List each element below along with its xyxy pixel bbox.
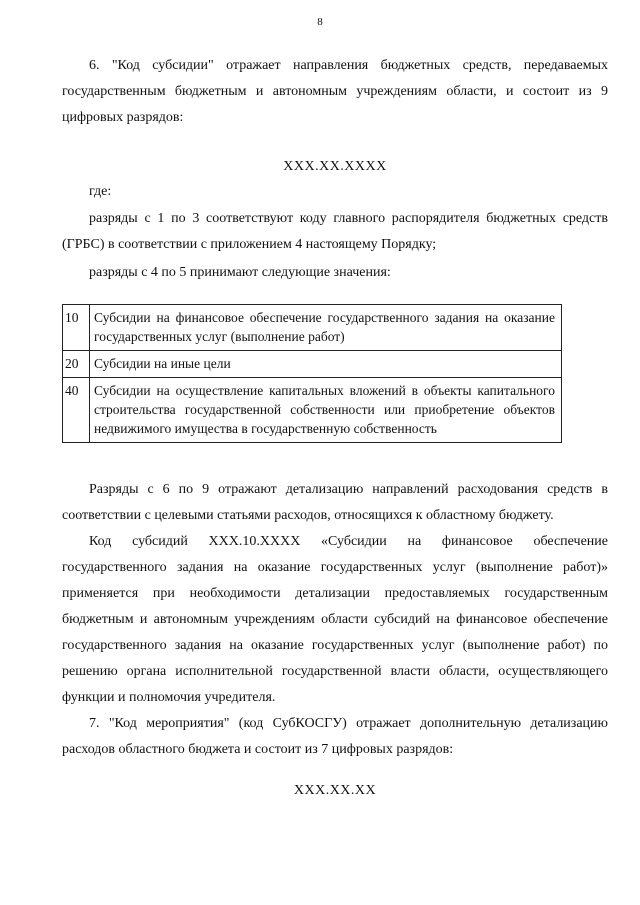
table-cell-description: Субсидии на осуществление капитальных вложений в объекты капитального строительства государственной собственности или приобретение объектов недвижимого имущества в государственную собственность [90, 378, 562, 443]
paragraph-digits-1-3: разряды с 1 по 3 соответствуют коду главного распорядителя бюджетных средств (ГРБС) в соответствии с приложением 4 настоящему Порядку; [62, 211, 608, 252]
table-row [63, 378, 562, 443]
paragraph-code-subsidy: Код субсидий XXX.10.XXXX «Субсидии на финансовое обеспечение государственного задания на оказание государственных услуг (выполнение работ)» применяется при необходимости детализации предоставляемых государственным бюджетным и автономным учреждениям области субсидий на финансовое обеспечение государственного задания на оказание государственных услуг (выполнение работ) по решению органа исполнительной государственной власти области, осуществляющего функции и полномочия учредителя. [62, 534, 608, 705]
table-cell-code: 10 [63, 305, 90, 351]
paragraph-digits-4-5: разряды с 4 по 5 принимают следующие значения: [89, 265, 391, 280]
page-number: 8 [317, 16, 323, 28]
table-cell-description: Субсидии на финансовое обеспечение государственного задания на оказание государственных услуг (выполнение работ) [90, 305, 562, 351]
subsidy-code-format: XXX.XX.XXXX [283, 159, 387, 174]
table-row [63, 305, 562, 351]
event-code-format: XXX.XX.XX [293, 783, 377, 798]
table-cell-code: 20 [63, 351, 90, 378]
table-row [63, 351, 562, 378]
where-label: где: [89, 184, 112, 199]
paragraph-digits-6-9: Разряды с 6 по 9 отражают детализацию направлений расходования средств в соответствии с целевыми статьями расходов, относящихся к областному бюджету. [62, 482, 608, 523]
table-cell-code: 40 [63, 378, 90, 443]
subsidy-values-table [62, 304, 562, 443]
paragraph-7-event-code: 7. "Код мероприятия" (код СубКОСГУ) отражает дополнительную детализацию расходов областного бюджета и состоит из 7 цифровых разрядов: [62, 716, 608, 757]
table-cell-description: Субсидии на иные цели [90, 351, 562, 378]
paragraph-6-subsidy-code: 6. "Код субсидии" отражает направления бюджетных средств, передаваемых государственным бюджетным и автономным учреждениям области, и состоит из 9 цифровых разрядов: [62, 58, 608, 125]
